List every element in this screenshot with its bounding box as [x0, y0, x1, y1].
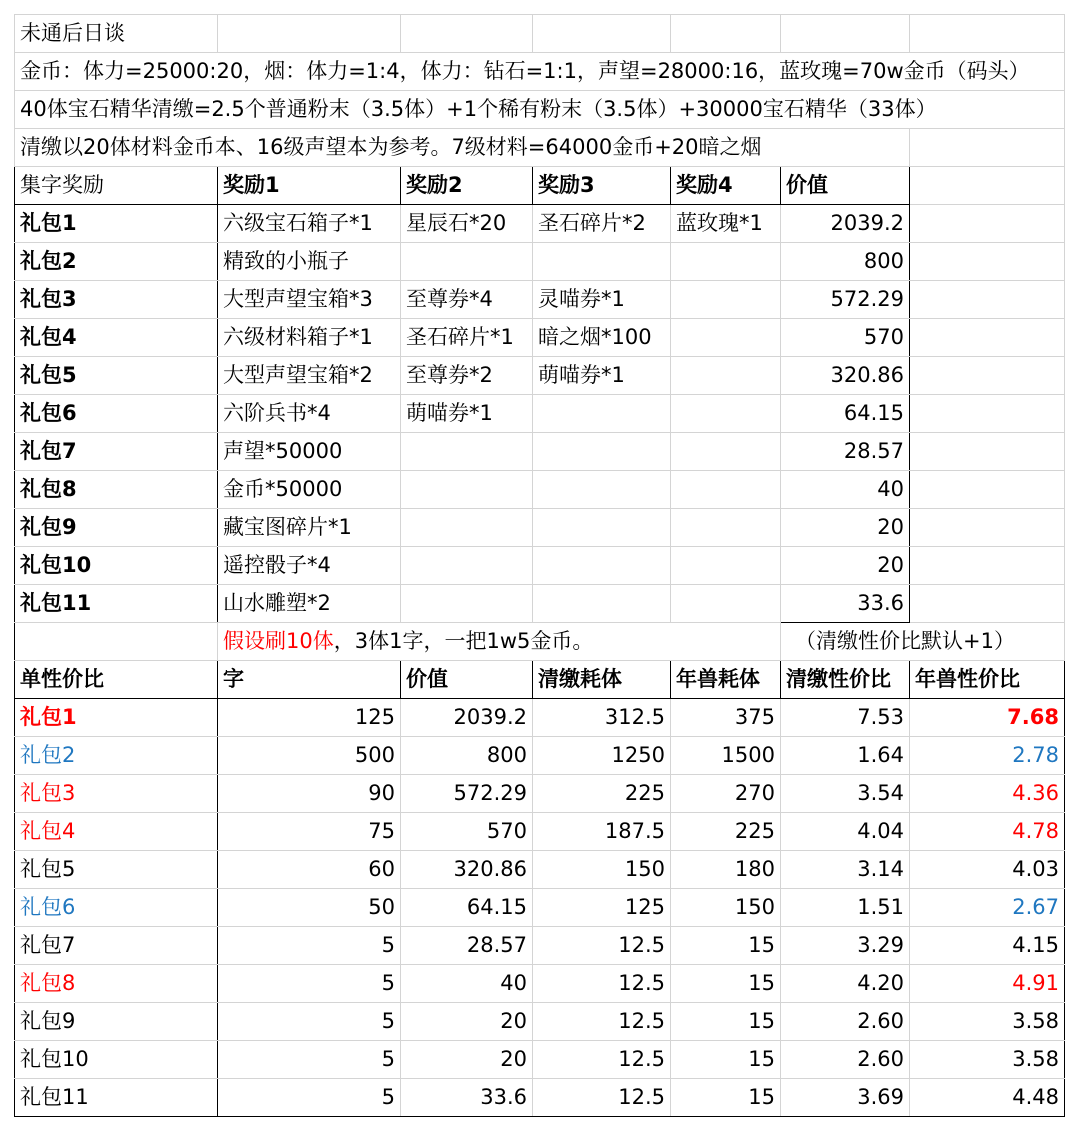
reward-4[interactable]: [671, 395, 781, 433]
ratio-row: [15, 699, 1065, 737]
package-value[interactable]: 28.57: [781, 433, 910, 471]
clear-ratio[interactable]: 3.14: [781, 851, 910, 889]
package-name[interactable]: 礼包9: [15, 509, 218, 547]
clear-ratio[interactable]: 1.51: [781, 889, 910, 927]
char-count[interactable]: 75: [218, 813, 401, 851]
reward-3[interactable]: [533, 547, 671, 585]
package-value[interactable]: 20: [781, 547, 910, 585]
reward-2[interactable]: 至尊券*4: [401, 281, 533, 319]
ratio-header-row: [15, 661, 1065, 699]
rewards-header-cell[interactable]: 奖励3: [533, 167, 671, 205]
rewards-row: [15, 357, 1065, 395]
nian-stamina[interactable]: 270: [671, 775, 781, 813]
side-note[interactable]: （清缴性价比默认+1）: [781, 623, 1065, 661]
clear-ratio[interactable]: 3.54: [781, 775, 910, 813]
reward-2[interactable]: [401, 547, 533, 585]
reward-3[interactable]: [533, 509, 671, 547]
ratio-row: [15, 851, 1065, 889]
ratio-package-name[interactable]: 礼包5: [15, 851, 218, 889]
ratio-package-name[interactable]: 礼包6: [15, 889, 218, 927]
reward-2[interactable]: [401, 243, 533, 281]
ratio-package-name[interactable]: 礼包11: [15, 1079, 218, 1117]
nian-stamina[interactable]: 1500: [671, 737, 781, 775]
clear-stamina[interactable]: 12.5: [533, 927, 671, 965]
reward-3[interactable]: [533, 433, 671, 471]
note-title[interactable]: 未通后日谈: [15, 15, 218, 53]
clear-stamina[interactable]: 1250: [533, 737, 671, 775]
ratio-value[interactable]: 64.15: [401, 889, 533, 927]
reward-2[interactable]: [401, 509, 533, 547]
reward-1[interactable]: 金币*50000: [218, 471, 401, 509]
package-name[interactable]: 礼包4: [15, 319, 218, 357]
char-count[interactable]: 5: [218, 1003, 401, 1041]
ratio-value[interactable]: 800: [401, 737, 533, 775]
reward-3[interactable]: [533, 243, 671, 281]
clear-ratio[interactable]: 3.69: [781, 1079, 910, 1117]
ratio-row: [15, 927, 1065, 965]
clear-stamina[interactable]: 187.5: [533, 813, 671, 851]
package-value[interactable]: 572.29: [781, 281, 910, 319]
reward-4[interactable]: [671, 471, 781, 509]
reward-2[interactable]: 圣石碎片*1: [401, 319, 533, 357]
rewards-header-cell[interactable]: 集字奖励: [15, 167, 218, 205]
note-reference[interactable]: 清缴以20体材料金币本、16级声望本为参考。7级材料=64000金币+20暗之烟: [15, 129, 910, 167]
nian-ratio[interactable]: 4.48: [910, 1079, 1065, 1117]
clear-ratio[interactable]: 2.60: [781, 1041, 910, 1079]
reward-4[interactable]: 蓝玫瑰*1: [671, 205, 781, 243]
assumption-highlight: 假设刷10体: [223, 629, 334, 653]
reward-4[interactable]: [671, 357, 781, 395]
ratio-value[interactable]: 570: [401, 813, 533, 851]
empty-cell[interactable]: [910, 167, 1065, 205]
reward-3[interactable]: [533, 395, 671, 433]
package-name[interactable]: 礼包5: [15, 357, 218, 395]
reward-2[interactable]: [401, 585, 533, 623]
reward-3[interactable]: 圣石碎片*2: [533, 205, 671, 243]
ratio-row: [15, 965, 1065, 1003]
reward-4[interactable]: [671, 585, 781, 623]
ratio-package-name[interactable]: 礼包7: [15, 927, 218, 965]
char-count[interactable]: 125: [218, 699, 401, 737]
ratio-row: [15, 1079, 1065, 1117]
package-value[interactable]: 64.15: [781, 395, 910, 433]
ratio-value[interactable]: 28.57: [401, 927, 533, 965]
rewards-header-cell[interactable]: 奖励2: [401, 167, 533, 205]
package-name[interactable]: 礼包2: [15, 243, 218, 281]
clear-stamina[interactable]: 12.5: [533, 1079, 671, 1117]
reward-4[interactable]: [671, 547, 781, 585]
sheet-table: [14, 14, 1065, 1117]
package-name[interactable]: 礼包3: [15, 281, 218, 319]
clear-stamina[interactable]: 12.5: [533, 965, 671, 1003]
ratio-package-name[interactable]: 礼包4: [15, 813, 218, 851]
char-count[interactable]: 500: [218, 737, 401, 775]
package-name[interactable]: 礼包8: [15, 471, 218, 509]
ratio-package-name[interactable]: 礼包8: [15, 965, 218, 1003]
ratio-header-cell[interactable]: 清缴性价比: [781, 661, 910, 699]
nian-ratio[interactable]: 4.15: [910, 927, 1065, 965]
reward-1[interactable]: 山水雕塑*2: [218, 585, 401, 623]
rewards-row: [15, 319, 1065, 357]
nian-ratio[interactable]: 3.58: [910, 1041, 1065, 1079]
clear-stamina[interactable]: 150: [533, 851, 671, 889]
nian-ratio[interactable]: 2.78: [910, 737, 1065, 775]
empty-cell[interactable]: [910, 395, 1065, 433]
nian-stamina[interactable]: 15: [671, 1041, 781, 1079]
nian-ratio[interactable]: 2.67: [910, 889, 1065, 927]
rewards-header-cell[interactable]: 价值: [781, 167, 910, 205]
ratio-row: [15, 737, 1065, 775]
ratio-header-cell[interactable]: 年兽性价比: [910, 661, 1065, 699]
note-row: [15, 91, 1065, 129]
clear-stamina[interactable]: 12.5: [533, 1003, 671, 1041]
package-value[interactable]: 320.86: [781, 357, 910, 395]
reward-1[interactable]: 遥控骰子*4: [218, 547, 401, 585]
package-name[interactable]: 礼包1: [15, 205, 218, 243]
reward-4[interactable]: [671, 433, 781, 471]
package-value[interactable]: 570: [781, 319, 910, 357]
ratio-row: [15, 1003, 1065, 1041]
rewards-row: [15, 585, 1065, 623]
char-count[interactable]: 5: [218, 1079, 401, 1117]
ratio-value[interactable]: 20: [401, 1003, 533, 1041]
rewards-row: [15, 433, 1065, 471]
reward-1[interactable]: 声望*50000: [218, 433, 401, 471]
empty-cell[interactable]: [910, 281, 1065, 319]
reward-2[interactable]: [401, 471, 533, 509]
nian-stamina[interactable]: 180: [671, 851, 781, 889]
reward-1[interactable]: 六阶兵书*4: [218, 395, 401, 433]
package-name[interactable]: 礼包11: [15, 585, 218, 623]
ratio-package-name[interactable]: 礼包1: [15, 699, 218, 737]
nian-ratio[interactable]: 3.58: [910, 1003, 1065, 1041]
note-gem-essence[interactable]: 40体宝石精华清缴=2.5个普通粉末（3.5体）+1个稀有粉末（3.5体）+30000宝石精华（33体）: [15, 91, 1065, 129]
rewards-header-cell[interactable]: 奖励4: [671, 167, 781, 205]
reward-2[interactable]: 星辰石*20: [401, 205, 533, 243]
rewards-row: [15, 395, 1065, 433]
empty-cell[interactable]: [15, 623, 218, 661]
reward-4[interactable]: [671, 243, 781, 281]
ratio-header-cell[interactable]: 字: [218, 661, 401, 699]
ratio-value[interactable]: 33.6: [401, 1079, 533, 1117]
ratio-package-name[interactable]: 礼包9: [15, 1003, 218, 1041]
reward-3[interactable]: [533, 471, 671, 509]
clear-stamina[interactable]: 312.5: [533, 699, 671, 737]
nian-stamina[interactable]: 375: [671, 699, 781, 737]
rewards-row: [15, 471, 1065, 509]
assumption-note[interactable]: [218, 623, 781, 661]
empty-cell[interactable]: [910, 433, 1065, 471]
spreadsheet: [14, 14, 1065, 1117]
ratio-package-name[interactable]: 礼包3: [15, 775, 218, 813]
reward-2[interactable]: 萌喵券*1: [401, 395, 533, 433]
ratio-row: [15, 775, 1065, 813]
reward-4[interactable]: [671, 319, 781, 357]
reward-2[interactable]: 至尊券*2: [401, 357, 533, 395]
clear-stamina[interactable]: 125: [533, 889, 671, 927]
package-value[interactable]: 40: [781, 471, 910, 509]
char-count[interactable]: 90: [218, 775, 401, 813]
clear-ratio[interactable]: 2.60: [781, 1003, 910, 1041]
reward-3[interactable]: [533, 585, 671, 623]
note-row: [15, 53, 1065, 91]
empty-cell[interactable]: [910, 471, 1065, 509]
reward-1[interactable]: 精致的小瓶子: [218, 243, 401, 281]
note-conversion[interactable]: 金币：体力=25000:20，烟：体力=1:4，体力：钻石=1:1，声望=28000:16，蓝玫瑰=70w金币（码头）: [15, 53, 1065, 91]
char-count[interactable]: 60: [218, 851, 401, 889]
rewards-row: [15, 205, 1065, 243]
ratio-value[interactable]: 20: [401, 1041, 533, 1079]
ratio-value[interactable]: 320.86: [401, 851, 533, 889]
empty-cell[interactable]: [910, 243, 1065, 281]
rewards-row: [15, 509, 1065, 547]
package-value[interactable]: 2039.2: [781, 205, 910, 243]
ratio-header-cell[interactable]: 价值: [401, 661, 533, 699]
ratio-header-cell[interactable]: 清缴耗体: [533, 661, 671, 699]
nian-ratio[interactable]: 4.78: [910, 813, 1065, 851]
ratio-row: [15, 889, 1065, 927]
empty-cell[interactable]: [910, 319, 1065, 357]
reward-3[interactable]: 暗之烟*100: [533, 319, 671, 357]
reward-3[interactable]: 灵喵券*1: [533, 281, 671, 319]
nian-stamina[interactable]: 15: [671, 965, 781, 1003]
ratio-value[interactable]: 2039.2: [401, 699, 533, 737]
package-value[interactable]: 33.6: [781, 585, 910, 623]
reward-2[interactable]: [401, 433, 533, 471]
empty-cell[interactable]: [910, 509, 1065, 547]
nian-ratio[interactable]: 7.68: [910, 699, 1065, 737]
clear-ratio[interactable]: 4.20: [781, 965, 910, 1003]
assumption-rest: ，3体1字，一把1w5金币。: [333, 629, 594, 653]
package-name[interactable]: 礼包6: [15, 395, 218, 433]
reward-4[interactable]: [671, 281, 781, 319]
reward-3[interactable]: 萌喵券*1: [533, 357, 671, 395]
nian-stamina[interactable]: 150: [671, 889, 781, 927]
char-count[interactable]: 5: [218, 1041, 401, 1079]
package-name[interactable]: 礼包10: [15, 547, 218, 585]
nian-stamina[interactable]: 15: [671, 1003, 781, 1041]
clear-ratio[interactable]: 3.29: [781, 927, 910, 965]
reward-1[interactable]: 大型声望宝箱*3: [218, 281, 401, 319]
package-value[interactable]: 20: [781, 509, 910, 547]
char-count[interactable]: 50: [218, 889, 401, 927]
ratio-package-name[interactable]: 礼包10: [15, 1041, 218, 1079]
note-row: [15, 15, 1065, 53]
package-value[interactable]: 800: [781, 243, 910, 281]
reward-4[interactable]: [671, 509, 781, 547]
reward-1[interactable]: 六级材料箱子*1: [218, 319, 401, 357]
clear-ratio[interactable]: 7.53: [781, 699, 910, 737]
nian-stamina[interactable]: 225: [671, 813, 781, 851]
reward-1[interactable]: 大型声望宝箱*2: [218, 357, 401, 395]
rewards-row: [15, 547, 1065, 585]
ratio-package-name[interactable]: 礼包2: [15, 737, 218, 775]
nian-ratio[interactable]: 4.91: [910, 965, 1065, 1003]
ratio-value[interactable]: 40: [401, 965, 533, 1003]
clear-ratio[interactable]: 4.04: [781, 813, 910, 851]
clear-ratio[interactable]: 1.64: [781, 737, 910, 775]
reward-1[interactable]: 六级宝石箱子*1: [218, 205, 401, 243]
note-row: [15, 129, 1065, 167]
nian-stamina[interactable]: 15: [671, 927, 781, 965]
nian-ratio[interactable]: 4.36: [910, 775, 1065, 813]
empty-cell[interactable]: [910, 205, 1065, 243]
empty-cell[interactable]: [910, 547, 1065, 585]
clear-stamina[interactable]: 12.5: [533, 1041, 671, 1079]
assumption-row: [15, 623, 1065, 661]
char-count[interactable]: 5: [218, 927, 401, 965]
package-name[interactable]: 礼包7: [15, 433, 218, 471]
ratio-header-cell[interactable]: 单性价比: [15, 661, 218, 699]
empty-cell[interactable]: [910, 585, 1065, 623]
ratio-row: [15, 1041, 1065, 1079]
rewards-header-cell[interactable]: 奖励1: [218, 167, 401, 205]
ratio-header-cell[interactable]: 年兽耗体: [671, 661, 781, 699]
reward-1[interactable]: 藏宝图碎片*1: [218, 509, 401, 547]
ratio-row: [15, 813, 1065, 851]
ratio-value[interactable]: 572.29: [401, 775, 533, 813]
clear-stamina[interactable]: 225: [533, 775, 671, 813]
empty-cell[interactable]: [910, 357, 1065, 395]
nian-ratio[interactable]: 4.03: [910, 851, 1065, 889]
char-count[interactable]: 5: [218, 965, 401, 1003]
nian-stamina[interactable]: 15: [671, 1079, 781, 1117]
rewards-row: [15, 243, 1065, 281]
rewards-row: [15, 281, 1065, 319]
rewards-header-row: [15, 167, 1065, 205]
